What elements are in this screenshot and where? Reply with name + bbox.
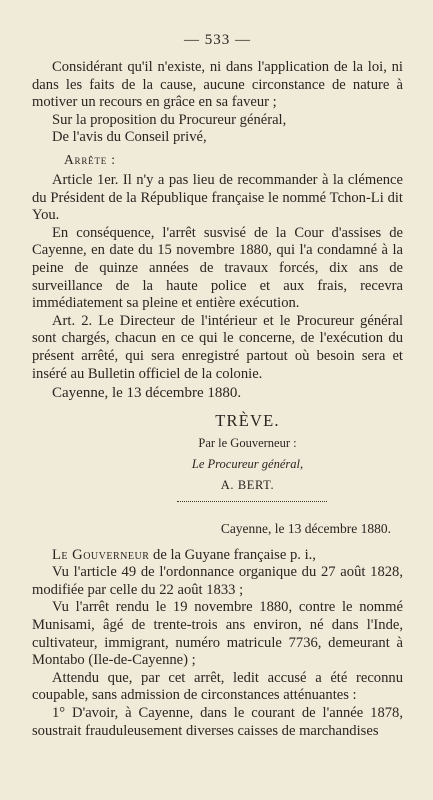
- vu-arret-paragraph: Vu l'arrêt rendu le 19 novembre 1880, contre le nommé Munisami, âgé de trente-trois ans environ, né dans l'Inde, cultivateur, immigrant, numéro matricule 7736, demeurant à Montabo (Ile-de-Cayenne) ;: [32, 599, 403, 669]
- considerant-paragraph: Considérant qu'il n'existe, ni dans l'application de la loi, ni dans les faits de la cause, aucune circonstance de nature à motiver un recours en grâce en sa faveur ;: [32, 59, 403, 111]
- attendu-paragraph: Attendu que, par cet arrêt, ledit accusé a été reconnu coupable, sans admission de circonstances atténuantes :: [32, 669, 403, 704]
- first-charge-paragraph: 1° D'avoir, à Cayenne, dans le courant de l'année 1878, soustrait frauduleusement diverses caisses de marchandises: [32, 705, 403, 739]
- governor-signature: TRÈVE.: [215, 410, 280, 430]
- decree-date: Cayenne, le 13 décembre 1880.: [52, 385, 242, 402]
- vu-article-paragraph: Vu l'article 49 de l'ordonnance organique du 27 août 1828, modifiée par celle du 22 août 1833 ;: [32, 564, 403, 598]
- gouverneur-intro: [32, 547, 403, 565]
- article-1-paragraph: Article 1er. Il n'y a pas lieu de recommander à la clémence du Président de la République française le nommé Tchon-Li dit You.: [32, 171, 403, 224]
- arrete-heading: Arrête :: [64, 151, 116, 167]
- procureur-signature: A. BERT.: [220, 477, 275, 492]
- consequence-paragraph: En conséquence, l'arrêt susvisé de la Cour d'assises de Cayenne, en date du 15 novembre 1880, qui l'a condamné à la peine de quinze années de travaux forcés, dix ans de surveillance de la haute police et aux frais, recevra immédiatement sa pleine et entière exécution.: [32, 224, 403, 312]
- avis-paragraph: De l'avis du Conseil privé,: [52, 129, 207, 146]
- second-decree-date: Cayenne, le 13 décembre 1880.: [220, 520, 391, 536]
- section-divider: [177, 501, 327, 502]
- signature-block: [32, 411, 403, 493]
- procureur-title: Le Procureur général,: [191, 456, 304, 471]
- gouverneur-label: Le Gouverneur: [52, 546, 150, 563]
- par-le-gouverneur: Par le Gouverneur :: [198, 435, 297, 450]
- proposition-paragraph: Sur la proposition du Procureur général,: [52, 111, 287, 128]
- gouverneur-intro-rest: de la Guyane française p. i.,: [149, 546, 316, 563]
- page-number: — 533 —: [184, 32, 251, 48]
- article-2-paragraph: Art. 2. Le Directeur de l'intérieur et le Procureur général sont chargés, chacun en ce qui le concerne, de l'exécution du présent arrêté, qui sera enregistré partout où besoin sera et inséré au Bulletin officiel de la colonie.: [32, 312, 403, 382]
